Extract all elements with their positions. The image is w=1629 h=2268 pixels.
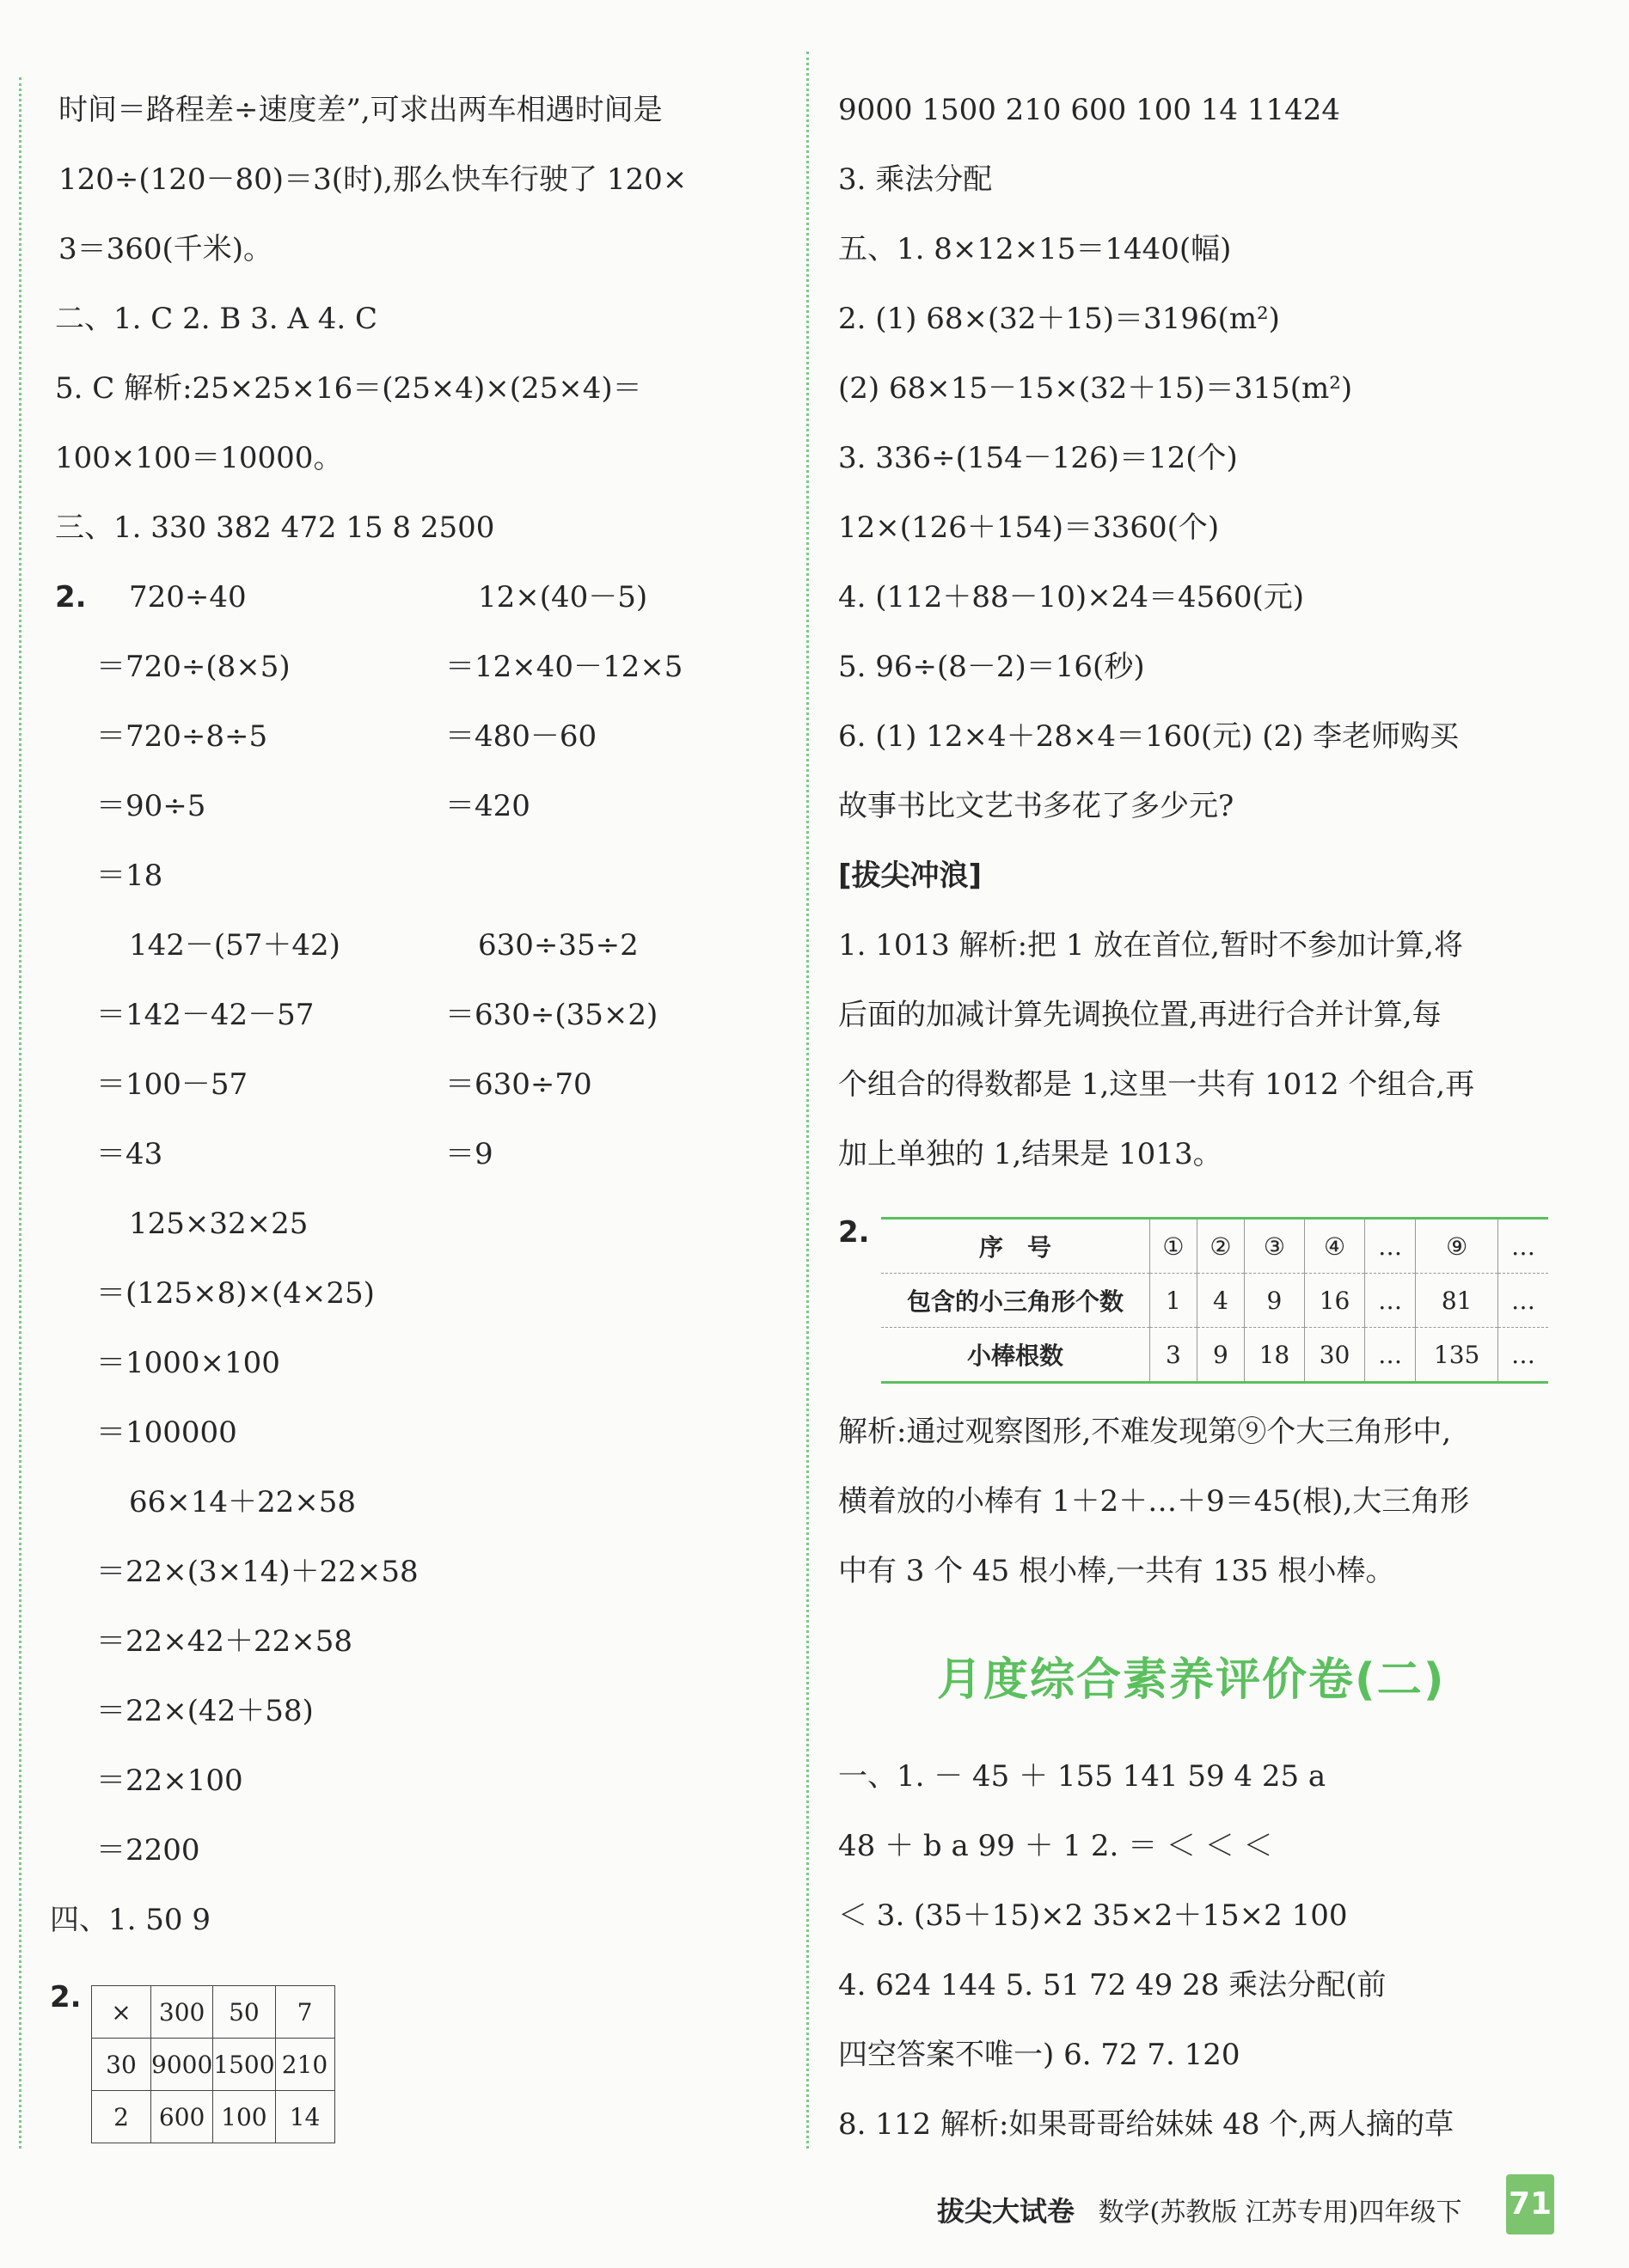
calc-step: ＝420: [445, 789, 530, 823]
footer-brand: 拔尖大试卷: [937, 2195, 1075, 2228]
table-cell: 9000: [151, 2039, 213, 2091]
calc-step: 630÷35÷2: [478, 928, 639, 963]
table-cell: …: [1498, 1274, 1548, 1328]
triangle-pattern-table: [881, 1217, 1548, 1384]
right-line: 4. 624 144 5. 51 72 49 28 乘法分配(前: [838, 1968, 1387, 2002]
left-line: 100×100＝10000。: [55, 441, 343, 475]
table-cell: ④: [1305, 1219, 1365, 1274]
calc-step: ＝43: [96, 1137, 163, 1171]
calc-step: ＝630÷70: [445, 1067, 592, 1102]
right-line: 四空答案不唯一) 6. 72 7. 120: [838, 2038, 1240, 2072]
column-divider-dotted-line: [806, 52, 809, 2149]
table-cell: …: [1498, 1219, 1548, 1274]
table-cell: 7: [275, 1986, 334, 2039]
multiplication-table: [91, 1985, 335, 2143]
right-line: (2) 68×15－15×(32＋15)＝315(m²): [838, 371, 1353, 406]
calc-step: ＝22×(42＋58): [96, 1694, 314, 1728]
calc-step: ＝90÷5: [96, 789, 206, 823]
table-cell: 300: [151, 1986, 213, 2039]
table-cell: 30: [1305, 1328, 1365, 1383]
calc-step: 125×32×25: [129, 1207, 309, 1241]
right-line: 1. 1013 解析:把 1 放在首位,暂时不参加计算,将: [838, 928, 1463, 963]
table-row: [92, 2091, 335, 2143]
calc-label: 2.: [55, 580, 87, 614]
table-cell: 2: [92, 2091, 151, 2143]
right-line: 4. (112＋88－10)×24＝4560(元): [838, 580, 1305, 614]
calc-step: ＝18: [96, 859, 163, 893]
table-cell: 9: [1244, 1274, 1304, 1328]
calc-step: 720÷40: [129, 580, 247, 614]
table-cell: 1500: [213, 2039, 275, 2091]
table-row: [92, 2039, 335, 2091]
calc-step: ＝100000: [96, 1415, 237, 1450]
right-line: ＜ 3. (35＋15)×2 35×2＋15×2 100: [838, 1898, 1348, 1933]
calc-step: ＝22×(3×14)＋22×58: [96, 1555, 419, 1589]
calc-step: ＝2200: [96, 1833, 200, 1868]
page-number-badge: 71: [1506, 2174, 1554, 2234]
right-line: 一、1. － 45 ＋ 155 141 59 4 25 a: [838, 1759, 1326, 1794]
analysis-line: 中有 3 个 45 根小棒,一共有 135 根小棒。: [838, 1554, 1395, 1588]
table-cell: 100: [213, 2091, 275, 2143]
right-line: 个组合的得数都是 1,这里一共有 1012 个组合,再: [838, 1067, 1475, 1102]
table-cell: 18: [1244, 1328, 1304, 1383]
section-four-answer: 四、1. 50 9: [50, 1903, 211, 1937]
calc-step: ＝630÷(35×2): [445, 998, 658, 1032]
table-row: [92, 1986, 335, 2039]
table-cell: 30: [92, 2039, 151, 2091]
table-cell: ×: [92, 1986, 151, 2039]
table-cell: ③: [1244, 1219, 1304, 1274]
page-footer: [937, 2190, 1462, 2229]
right-line: 3. 336÷(154－126)＝12(个): [838, 441, 1238, 475]
table-cell: 9: [1197, 1328, 1244, 1383]
table-cell: 81: [1416, 1274, 1498, 1328]
left-line: 3＝360(千米)。: [58, 232, 273, 266]
right-line: 3. 乘法分配: [838, 162, 993, 197]
right-line: 12×(126＋154)＝3360(个): [838, 510, 1220, 545]
calc-step: ＝480－60: [445, 719, 597, 754]
table-label: 2.: [838, 1215, 870, 1250]
table-cell: …: [1365, 1274, 1416, 1328]
table-cell: 14: [275, 2091, 334, 2143]
table-header-cell: 小棒根数: [881, 1328, 1150, 1383]
left-line: 二、1. C 2. B 3. A 4. C: [55, 302, 377, 336]
table-cell: 4: [1197, 1274, 1244, 1328]
calc-step: 142－(57＋42): [129, 928, 340, 963]
calc-step: ＝100－57: [96, 1067, 248, 1102]
table-cell: 3: [1150, 1328, 1197, 1383]
calc-step: ＝720÷(8×5): [96, 650, 291, 684]
table-cell: ①: [1150, 1219, 1197, 1274]
challenge-heading: [拔尖冲浪]: [838, 859, 983, 893]
table-row: [881, 1328, 1548, 1383]
calc-step: ＝12×40－12×5: [445, 650, 683, 684]
calc-step: 66×14＋22×58: [129, 1485, 357, 1519]
calc-step: ＝720÷8÷5: [96, 719, 268, 754]
table-cell: 600: [151, 2091, 213, 2143]
left-line: 120÷(120－80)＝3(时),那么快车行驶了 120×: [58, 162, 688, 197]
right-line: 9000 1500 210 600 100 14 11424: [838, 93, 1341, 127]
analysis-line: 解析:通过观察图形,不难发现第⑨个大三角形中,: [838, 1415, 1452, 1449]
left-line: 5. C 解析:25×25×16＝(25×4)×(25×4)＝: [55, 371, 642, 406]
table-row: [881, 1274, 1548, 1328]
right-line: 2. (1) 68×(32＋15)＝3196(m²): [838, 302, 1280, 336]
left-margin-dotted-line: [19, 77, 21, 2149]
footer-subject: 数学(苏教版 江苏专用)四年级下: [1098, 2198, 1462, 2228]
calc-step: ＝1000×100: [96, 1346, 280, 1380]
table-cell: 1: [1150, 1274, 1197, 1328]
right-line: 5. 96÷(8－2)＝16(秒): [838, 650, 1145, 684]
analysis-line: 横着放的小棒有 1＋2＋…＋9＝45(根),大三角形: [838, 1484, 1470, 1519]
table-row: [881, 1219, 1548, 1274]
calc-step: ＝142－42－57: [96, 998, 315, 1032]
calc-step: ＝(125×8)×(4×25): [96, 1276, 375, 1311]
table-cell: 16: [1305, 1274, 1365, 1328]
section-title: 月度综合素养评价卷(二): [937, 1654, 1446, 1706]
table-cell: 135: [1416, 1328, 1498, 1383]
right-line: 6. (1) 12×4＋28×4＝160(元) (2) 李老师购买: [838, 719, 1460, 754]
left-line: 三、1. 330 382 472 15 8 2500: [55, 510, 495, 545]
right-line: 8. 112 解析:如果哥哥给妹妹 48 个,两人摘的草: [838, 2107, 1454, 2142]
table-label: 2.: [50, 1980, 82, 2014]
calc-step: ＝9: [445, 1137, 493, 1171]
calc-step: 12×(40－5): [478, 580, 648, 614]
table-cell: ②: [1197, 1219, 1244, 1274]
table-cell: …: [1365, 1219, 1416, 1274]
right-line: 加上单独的 1,结果是 1013。: [838, 1137, 1222, 1171]
table-cell: 210: [275, 2039, 334, 2091]
right-line: 五、1. 8×12×15＝1440(幅): [838, 232, 1232, 266]
left-line: 时间＝路程差÷速度差”,可求出两车相遇时间是: [58, 93, 663, 127]
right-line: 后面的加减计算先调换位置,再进行合并计算,每: [838, 998, 1442, 1032]
calc-step: ＝22×100: [96, 1764, 243, 1798]
table-header-cell: 包含的小三角形个数: [881, 1274, 1150, 1328]
table-header-cell: 序 号: [881, 1219, 1150, 1274]
table-cell: 50: [213, 1986, 275, 2039]
table-cell: ⑨: [1416, 1219, 1498, 1274]
right-line: 故事书比文艺书多花了多少元?: [838, 789, 1234, 823]
table-cell: …: [1498, 1328, 1548, 1383]
calc-step: ＝22×42＋22×58: [96, 1624, 353, 1659]
table-cell: …: [1365, 1328, 1416, 1383]
right-line: 48 ＋ b a 99 ＋ 1 2. ＝ ＜ ＜ ＜: [838, 1829, 1273, 1863]
